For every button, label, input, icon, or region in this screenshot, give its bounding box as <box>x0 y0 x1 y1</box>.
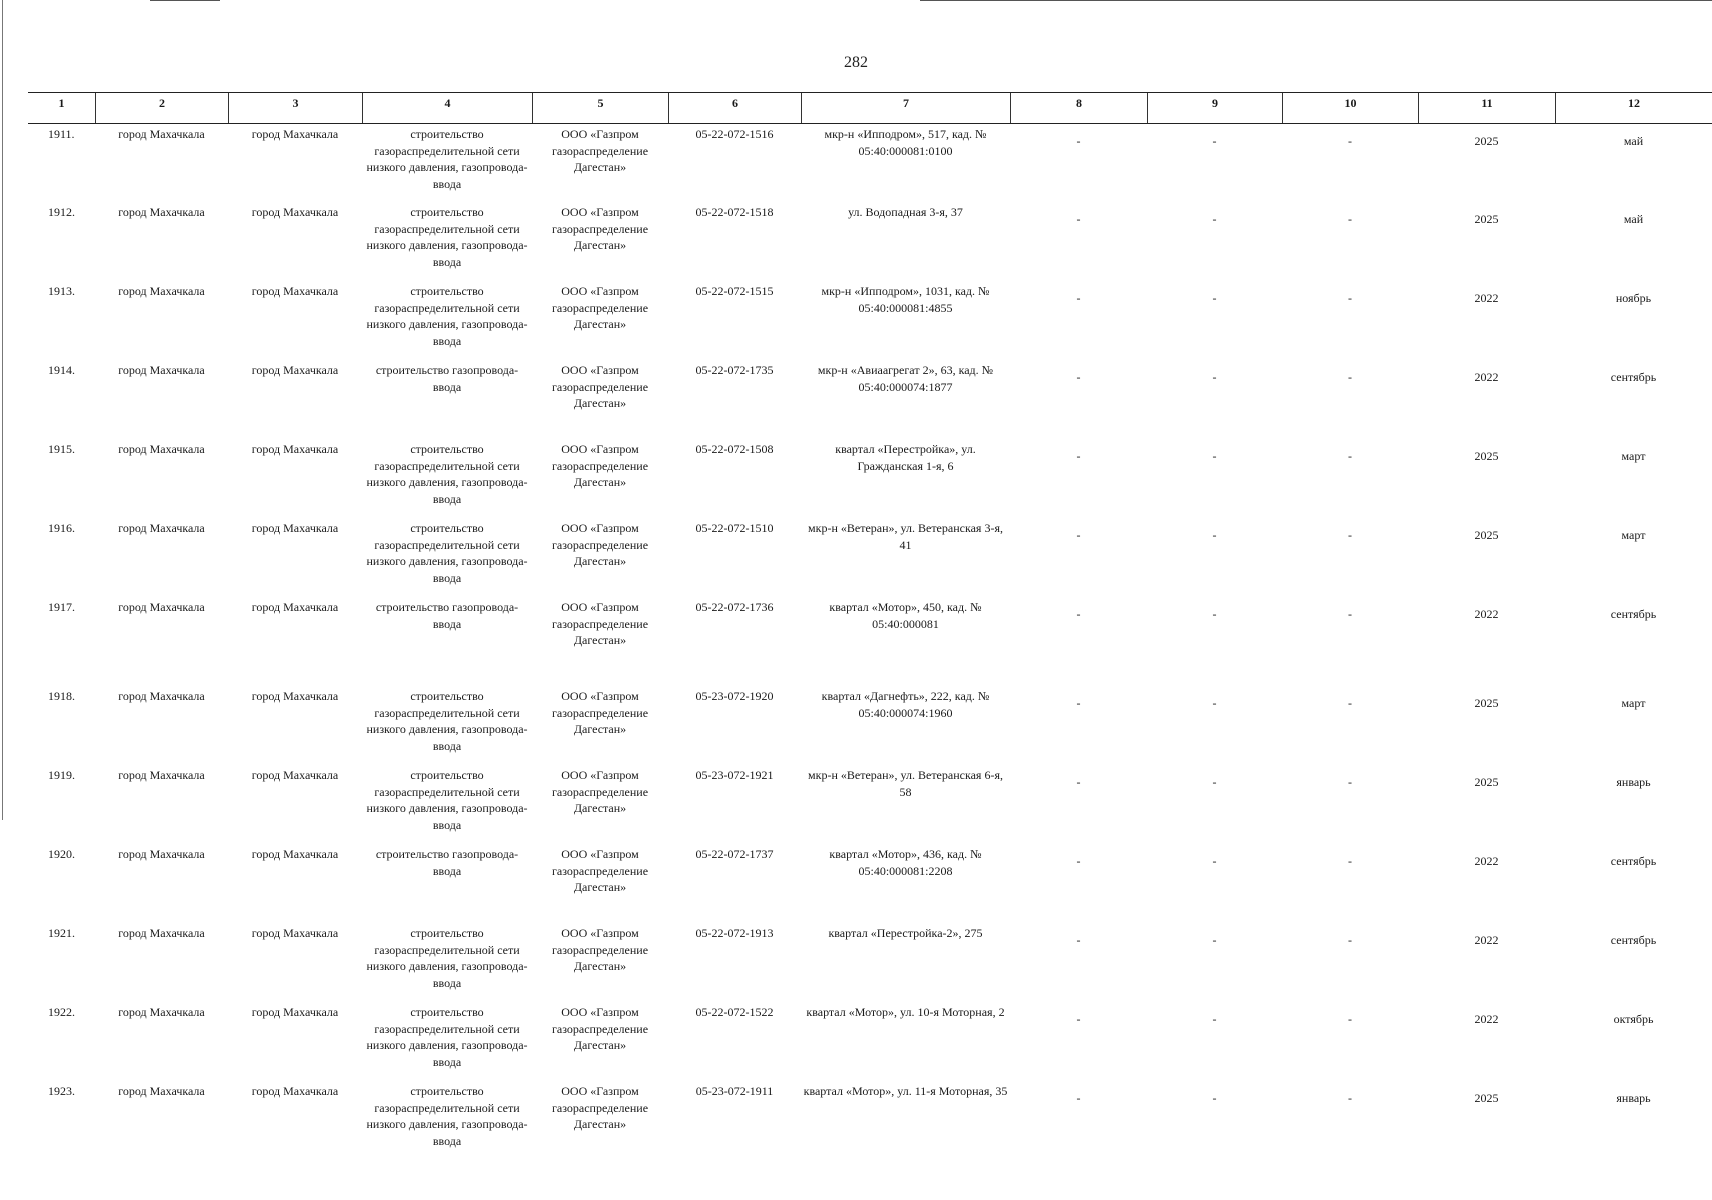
column-9-cell: - <box>1212 775 1217 789</box>
year-cell: 2025 <box>1474 134 1499 148</box>
project-code-cell: 05-23-072-1920 <box>695 689 774 703</box>
column-9-cell: - <box>1212 370 1217 384</box>
address-cell: квартал «Перестройка», ул. Гражданская 1-я, 6 <box>835 442 976 473</box>
column-10-cell: - <box>1348 854 1352 868</box>
column-8-cell: - <box>1076 370 1081 384</box>
work-type-cell: строительство газораспределительной сети низкого давления, газопровода-ввода <box>366 1005 528 1069</box>
page-edge <box>2 0 3 820</box>
row-number-cell: 1911. <box>48 127 75 141</box>
municipality-cell: город Махачкала <box>118 127 205 141</box>
address-cell: квартал «Мотор», 436, кад. № 05:40:000081:2208 <box>829 847 982 878</box>
work-type-cell: строительство газораспределительной сети низкого давления, газопровода-ввода <box>366 442 528 506</box>
column-10-cell: - <box>1348 528 1352 542</box>
row-number-cell: 1914. <box>48 363 75 377</box>
row-number-cell: 1920. <box>48 847 75 861</box>
settlement-cell: город Махачкала <box>251 847 339 861</box>
municipality-cell: город Махачкала <box>118 847 205 861</box>
column-9-cell: - <box>1212 1091 1217 1105</box>
row-number-cell: 1913. <box>48 284 75 298</box>
column-10-cell: - <box>1348 696 1352 710</box>
project-code-cell: 05-22-072-1913 <box>695 926 774 940</box>
column-8-cell: - <box>1076 1012 1081 1026</box>
address-cell: квартал «Дагнефть», 222, кад. № 05:40:000074:1960 <box>821 689 990 720</box>
column-10-cell: - <box>1348 1012 1352 1026</box>
municipality-cell: город Махачкала <box>118 363 205 377</box>
column-header-7: 7 <box>801 93 1010 123</box>
year-cell: 2025 <box>1474 696 1499 710</box>
project-code-cell: 05-23-072-1911 <box>695 1084 774 1098</box>
month-cell: сентябрь <box>1610 607 1657 621</box>
year-cell: 2022 <box>1474 370 1499 384</box>
municipality-cell: город Махачкала <box>118 284 205 298</box>
row-number-cell: 1922. <box>48 1005 75 1019</box>
column-header-4: 4 <box>362 93 532 123</box>
table-header <box>28 92 1712 124</box>
column-8-cell: - <box>1076 528 1081 542</box>
year-cell: 2022 <box>1474 854 1499 868</box>
address-cell: мкр-н «Ветеран», ул. Ветеранская 6-я, 58 <box>808 768 1003 799</box>
column-9-cell: - <box>1212 212 1217 226</box>
address-cell: мкр-н «Ипподром», 1031, кад. № 05:40:000081:4855 <box>821 284 990 315</box>
row-number-cell: 1916. <box>48 521 75 535</box>
organization-cell: ООО «Газпром газораспределение Дагестан» <box>551 1084 649 1131</box>
settlement-cell: город Махачкала <box>251 600 339 614</box>
organization-cell: ООО «Газпром газораспределение Дагестан» <box>551 521 649 568</box>
column-header-11: 11 <box>1418 93 1555 123</box>
column-10-cell: - <box>1348 607 1352 621</box>
project-code-cell: 05-22-072-1522 <box>695 1005 774 1019</box>
project-code-cell: 05-22-072-1737 <box>695 847 774 861</box>
address-cell: мкр-н «Ветеран», ул. Ветеранская 3-я, 41 <box>808 521 1003 552</box>
column-9-cell: - <box>1212 933 1217 947</box>
work-type-cell: строительство газопровода-ввода <box>375 600 519 631</box>
year-cell: 2025 <box>1474 212 1499 226</box>
month-cell: март <box>1621 528 1646 542</box>
project-code-cell: 05-23-072-1921 <box>695 768 774 782</box>
column-8-cell: - <box>1076 933 1081 947</box>
project-code-cell: 05-22-072-1518 <box>695 205 774 219</box>
column-8-cell: - <box>1076 696 1081 710</box>
column-10-cell: - <box>1348 212 1352 226</box>
column-8-cell: - <box>1076 1091 1081 1105</box>
address-cell: ул. Водопадная 3-я, 37 <box>848 205 963 219</box>
column-8-cell: - <box>1076 607 1081 621</box>
work-type-cell: строительство газораспределительной сети низкого давления, газопровода-ввода <box>366 926 528 990</box>
address-cell: квартал «Мотор», ул. 11-я Моторная, 35 <box>803 1084 1008 1098</box>
address-cell: мкр-н «Авиаагрегат 2», 63, кад. № 05:40:000074:1877 <box>817 363 994 394</box>
column-header-10: 10 <box>1282 93 1418 123</box>
year-cell: 2022 <box>1474 291 1499 305</box>
column-10-cell: - <box>1348 291 1352 305</box>
municipality-cell: город Махачкала <box>118 1005 205 1019</box>
column-9-cell: - <box>1212 607 1217 621</box>
column-8-cell: - <box>1076 854 1081 868</box>
work-type-cell: строительство газораспределительной сети низкого давления, газопровода-ввода <box>366 521 528 585</box>
column-header-12: 12 <box>1555 93 1712 123</box>
municipality-cell: город Махачкала <box>118 205 205 219</box>
column-header-2: 2 <box>95 93 228 123</box>
month-cell: март <box>1621 696 1646 710</box>
column-10-cell: - <box>1348 370 1352 384</box>
column-10-cell: - <box>1348 134 1352 148</box>
organization-cell: ООО «Газпром газораспределение Дагестан» <box>551 363 649 410</box>
work-type-cell: строительство газопровода-ввода <box>375 363 519 394</box>
municipality-cell: город Махачкала <box>118 768 205 782</box>
work-type-cell: строительство газораспределительной сети низкого давления, газопровода-ввода <box>366 768 528 832</box>
year-cell: 2025 <box>1474 775 1499 789</box>
work-type-cell: строительство газопровода-ввода <box>375 847 519 878</box>
settlement-cell: город Махачкала <box>251 363 339 377</box>
column-8-cell: - <box>1076 291 1081 305</box>
settlement-cell: город Махачкала <box>251 127 339 141</box>
project-code-cell: 05-22-072-1516 <box>695 127 774 141</box>
month-cell: май <box>1623 212 1644 226</box>
project-code-cell: 05-22-072-1510 <box>695 521 774 535</box>
top-rule <box>920 0 1712 1</box>
year-cell: 2022 <box>1474 933 1499 947</box>
month-cell: сентябрь <box>1610 854 1657 868</box>
row-number-cell: 1921. <box>48 926 75 940</box>
organization-cell: ООО «Газпром газораспределение Дагестан» <box>551 689 649 736</box>
row-number-cell: 1919. <box>48 768 75 782</box>
settlement-cell: город Махачкала <box>251 284 339 298</box>
column-header-3: 3 <box>228 93 362 123</box>
organization-cell: ООО «Газпром газораспределение Дагестан» <box>551 847 649 894</box>
column-9-cell: - <box>1212 1012 1217 1026</box>
month-cell: март <box>1621 449 1646 463</box>
municipality-cell: город Махачкала <box>118 1084 205 1098</box>
row-number-cell: 1923. <box>48 1084 75 1098</box>
year-cell: 2025 <box>1474 449 1499 463</box>
row-number-cell: 1917. <box>48 600 75 614</box>
settlement-cell: город Махачкала <box>251 1084 339 1098</box>
column-header-9: 9 <box>1147 93 1282 123</box>
organization-cell: ООО «Газпром газораспределение Дагестан» <box>551 284 649 331</box>
column-header-5: 5 <box>532 93 668 123</box>
column-header-8: 8 <box>1010 93 1147 123</box>
column-9-cell: - <box>1212 696 1217 710</box>
settlement-cell: город Махачкала <box>251 205 339 219</box>
column-header-6: 6 <box>668 93 801 123</box>
organization-cell: ООО «Газпром газораспределение Дагестан» <box>551 127 649 174</box>
month-cell: сентябрь <box>1610 933 1657 947</box>
settlement-cell: город Махачкала <box>251 689 339 703</box>
work-type-cell: строительство газораспределительной сети низкого давления, газопровода-ввода <box>366 1084 528 1148</box>
column-9-cell: - <box>1212 528 1217 542</box>
month-cell: январь <box>1616 775 1651 789</box>
organization-cell: ООО «Газпром газораспределение Дагестан» <box>551 926 649 973</box>
year-cell: 2025 <box>1474 528 1499 542</box>
row-number-cell: 1918. <box>48 689 75 703</box>
year-cell: 2025 <box>1474 1091 1499 1105</box>
organization-cell: ООО «Газпром газораспределение Дагестан» <box>551 205 649 252</box>
project-code-cell: 05-22-072-1736 <box>695 600 774 614</box>
column-9-cell: - <box>1212 134 1217 148</box>
municipality-cell: город Махачкала <box>118 689 205 703</box>
month-cell: октябрь <box>1613 1012 1654 1026</box>
municipality-cell: город Махачкала <box>118 521 205 535</box>
month-cell: май <box>1623 134 1644 148</box>
settlement-cell: город Махачкала <box>251 521 339 535</box>
year-cell: 2022 <box>1474 1012 1499 1026</box>
settlement-cell: город Махачкала <box>251 926 339 940</box>
column-8-cell: - <box>1076 212 1081 226</box>
settlement-cell: город Махачкала <box>251 768 339 782</box>
organization-cell: ООО «Газпром газораспределение Дагестан» <box>551 1005 649 1052</box>
settlement-cell: город Махачкала <box>251 1005 339 1019</box>
column-8-cell: - <box>1076 775 1081 789</box>
organization-cell: ООО «Газпром газораспределение Дагестан» <box>551 600 649 647</box>
month-cell: сентябрь <box>1610 370 1657 384</box>
row-number-cell: 1915. <box>48 442 75 456</box>
project-code-cell: 05-22-072-1508 <box>695 442 774 456</box>
page-number: 282 <box>844 54 868 71</box>
address-cell: квартал «Перестройка-2», 275 <box>828 926 983 940</box>
column-9-cell: - <box>1212 449 1217 463</box>
month-cell: январь <box>1616 1091 1651 1105</box>
work-type-cell: строительство газораспределительной сети низкого давления, газопровода-ввода <box>366 205 528 269</box>
address-cell: мкр-н «Ипподром», 517, кад. № 05:40:000081:0100 <box>824 127 987 158</box>
column-10-cell: - <box>1348 933 1352 947</box>
column-header-1: 1 <box>58 96 65 110</box>
month-cell: ноябрь <box>1615 291 1652 305</box>
column-10-cell: - <box>1348 449 1352 463</box>
project-code-cell: 05-22-072-1515 <box>695 284 774 298</box>
work-type-cell: строительство газораспределительной сети низкого давления, газопровода-ввода <box>366 127 528 191</box>
column-9-cell: - <box>1212 854 1217 868</box>
top-rule <box>150 0 220 1</box>
row-number-cell: 1912. <box>48 205 75 219</box>
municipality-cell: город Махачкала <box>118 600 205 614</box>
settlement-cell: город Махачкала <box>251 442 339 456</box>
year-cell: 2022 <box>1474 607 1499 621</box>
column-8-cell: - <box>1076 449 1081 463</box>
organization-cell: ООО «Газпром газораспределение Дагестан» <box>551 768 649 815</box>
work-type-cell: строительство газораспределительной сети низкого давления, газопровода-ввода <box>366 284 528 348</box>
address-cell: квартал «Мотор», ул. 10-я Моторная, 2 <box>806 1005 1005 1019</box>
organization-cell: ООО «Газпром газораспределение Дагестан» <box>551 442 649 489</box>
municipality-cell: город Махачкала <box>118 926 205 940</box>
address-cell: квартал «Мотор», 450, кад. № 05:40:000081 <box>829 600 982 631</box>
column-10-cell: - <box>1348 775 1352 789</box>
column-9-cell: - <box>1212 291 1217 305</box>
municipality-cell: город Махачкала <box>118 442 205 456</box>
column-10-cell: - <box>1348 1091 1352 1105</box>
work-type-cell: строительство газораспределительной сети низкого давления, газопровода-ввода <box>366 689 528 753</box>
column-8-cell: - <box>1076 134 1081 148</box>
project-code-cell: 05-22-072-1735 <box>695 363 774 377</box>
